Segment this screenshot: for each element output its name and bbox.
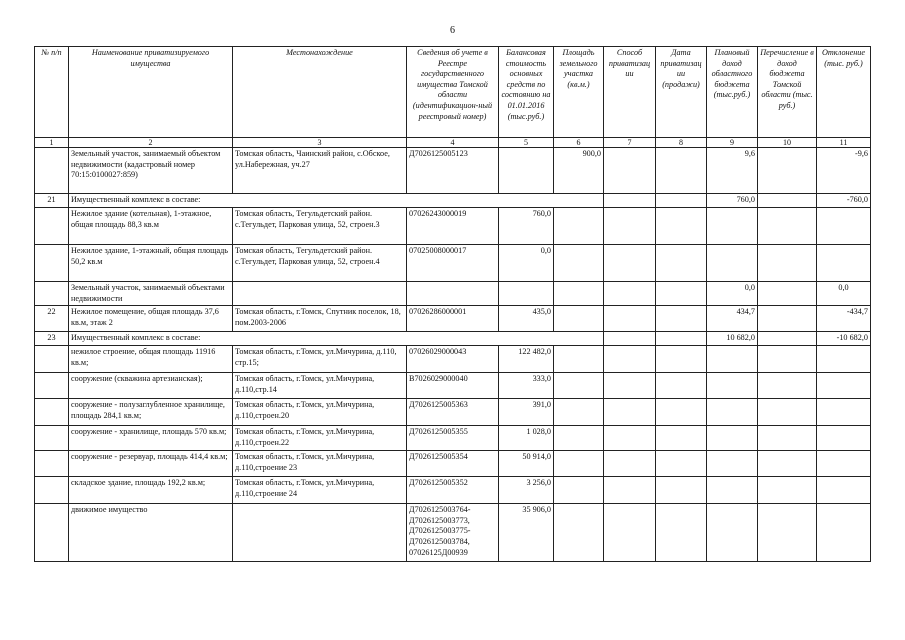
property-location: Томская область, г.Томск, ул.Мичурина, д.110,строен.20 [233,399,407,426]
privatization-date [656,306,707,332]
registry-number: Д7026125005355 [407,426,499,451]
privatization-table [34,46,871,562]
row-number [35,451,69,477]
deviation [817,346,871,373]
privatization-date [656,208,707,245]
property-name: сооружение - хранилище, площадь 570 кв.м; [69,426,233,451]
registry-number: Д7026125003764- Д7026125003773, Д7026125003775- Д7026125003784, 07026125Д00939 [407,504,499,562]
property-location: Томская область, Чаинский район, с.Обское, ул.Набережная, уч.27 [233,148,407,194]
registry-number: Д7026125005123 [407,148,499,194]
property-name: складское здание, площадь 192,2 кв.м; [69,477,233,504]
property-name: Земельный участок, занимаемый объектом недвижимости (кадастровый номер 70:15:0100027:859) [69,148,233,194]
column-number: 6 [554,138,604,148]
privatization-method [604,399,656,426]
row-number [35,346,69,373]
header-cell: Местонахождение [233,47,407,138]
privatization-method [604,194,656,208]
privatization-date [656,282,707,306]
planned-income [707,208,758,245]
land-area [554,426,604,451]
budget-transfer [758,426,817,451]
land-area [554,477,604,504]
row-number: 22 [35,306,69,332]
privatization-date [656,504,707,562]
property-location: Томская область, г.Томск, ул.Мичурина, д.110,стр.14 [233,373,407,399]
land-area [554,346,604,373]
table-row [35,194,871,208]
planned-income: 760,0 [707,194,758,208]
planned-income [707,504,758,562]
deviation [817,399,871,426]
budget-transfer [758,282,817,306]
property-name: нежилое строение, общая площадь 11916 кв.м; [69,346,233,373]
privatization-method [604,208,656,245]
privatization-date [656,346,707,373]
deviation [817,504,871,562]
budget-transfer [758,306,817,332]
table-row [35,373,871,399]
property-name: Земельный участок, занимаемый объектами недвижимости [69,282,233,306]
header-cell: Сведения об учете в Реестре государственного имущества Томской области (идентификацион-ный реестровый номер) [407,47,499,138]
planned-income [707,451,758,477]
budget-transfer [758,148,817,194]
budget-transfer [758,373,817,399]
header-cell: Наименование приватизируемого имущества [69,47,233,138]
column-number: 8 [656,138,707,148]
budget-transfer [758,208,817,245]
table-row [35,282,871,306]
privatization-date [656,194,707,208]
deviation: -760,0 [817,194,871,208]
property-name: Нежилое здание, 1-этажный, общая площадь 50,2 кв.м [69,245,233,282]
table-row [35,504,871,562]
table-row [35,346,871,373]
privatization-date [656,332,707,346]
planned-income [707,346,758,373]
planned-income [707,373,758,399]
header-cell: № п/п [35,47,69,138]
row-number: 21 [35,194,69,208]
privatization-method [604,282,656,306]
registry-number: Д7026125005352 [407,477,499,504]
budget-transfer [758,332,817,346]
planned-income: 434,7 [707,306,758,332]
deviation [817,426,871,451]
budget-transfer [758,194,817,208]
land-area [554,504,604,562]
privatization-date [656,426,707,451]
land-area [554,306,604,332]
column-number: 2 [69,138,233,148]
property-location: Томская область, г.Томск, ул.Мичурина, д.110,строен.22 [233,426,407,451]
privatization-method [604,451,656,477]
column-number: 3 [233,138,407,148]
header-cell: Отклонение (тыс. руб.) [817,47,871,138]
column-number: 1 [35,138,69,148]
deviation [817,451,871,477]
privatization-date [656,148,707,194]
registry-number [407,282,499,306]
planned-income: 9,6 [707,148,758,194]
budget-transfer [758,399,817,426]
budget-transfer [758,346,817,373]
balance-value: 122 482,0 [499,346,554,373]
row-number [35,504,69,562]
privatization-method [604,426,656,451]
property-name: движимое имущество [69,504,233,562]
deviation [817,208,871,245]
balance-value: 435,0 [499,306,554,332]
row-number [35,399,69,426]
privatization-method [604,346,656,373]
balance-value: 35 906,0 [499,504,554,562]
land-area [554,373,604,399]
property-location: Томская область, Тегульдетский район. с.Тегульдет, Парковая улица, 52, строен.3 [233,208,407,245]
property-name: Нежилое помещение, общая площадь 37,6 кв.м, этаж 2 [69,306,233,332]
deviation: -434,7 [817,306,871,332]
privatization-method [604,306,656,332]
budget-transfer [758,451,817,477]
header-cell: Дата приватизац ии (продажи) [656,47,707,138]
column-number: 9 [707,138,758,148]
column-number: 5 [499,138,554,148]
privatization-date [656,373,707,399]
deviation [817,245,871,282]
privatization-date [656,245,707,282]
privatization-method [604,332,656,346]
planned-income [707,399,758,426]
property-location: Томская область, Тегульдетский район. с.Тегульдет, Парковая улица, 52, строен.4 [233,245,407,282]
privatization-method [604,245,656,282]
land-area [554,245,604,282]
table-row [35,477,871,504]
planned-income [707,245,758,282]
table-row [35,451,871,477]
property-location: Томская область, г.Томск, ул.Мичурина, д.110, стр.15; [233,346,407,373]
balance-value: 333,0 [499,373,554,399]
land-area: 900,0 [554,148,604,194]
property-location: Томская область, г.Томск, ул.Мичурина, д.110,строение 24 [233,477,407,504]
privatization-method [604,148,656,194]
header-cell: Площадь земельного участка (кв.м.) [554,47,604,138]
deviation: -9,6 [817,148,871,194]
table-row [35,245,871,282]
property-name: Имущественный комплекс в составе: [69,332,604,346]
deviation: -10 682,0 [817,332,871,346]
row-number [35,148,69,194]
table-row [35,332,871,346]
privatization-method [604,504,656,562]
row-number [35,426,69,451]
deviation [817,373,871,399]
row-number [35,477,69,504]
budget-transfer [758,245,817,282]
table-row [35,208,871,245]
balance-value: 0,0 [499,245,554,282]
budget-transfer [758,477,817,504]
row-number [35,245,69,282]
header-cell: Балансовая стоимость основных средств по состоянию на 01.01.2016 (тыс.руб.) [499,47,554,138]
privatization-date [656,477,707,504]
registry-number: 07026029000043 [407,346,499,373]
property-name: сооружение (скважина артезианская); [69,373,233,399]
registry-number: Д7026125005354 [407,451,499,477]
header-row [35,47,871,138]
registry-number: Д7026125005363 [407,399,499,426]
property-location [233,504,407,562]
planned-income [707,477,758,504]
privatization-date [656,451,707,477]
property-name: Имущественный комплекс в составе: [69,194,604,208]
land-area [554,399,604,426]
planned-income [707,426,758,451]
balance-value [499,148,554,194]
balance-value: 3 256,0 [499,477,554,504]
balance-value [499,282,554,306]
header-cell: Способ приватизац ии [604,47,656,138]
budget-transfer [758,504,817,562]
balance-value: 391,0 [499,399,554,426]
table-row [35,399,871,426]
land-area [554,451,604,477]
property-name: Нежилое здание (котельная), 1-этажное, общая площадь 88,3 кв.м [69,208,233,245]
registry-number: В7026029000040 [407,373,499,399]
row-number [35,373,69,399]
property-location [233,282,407,306]
row-number [35,208,69,245]
registry-number: 07026243000019 [407,208,499,245]
row-number: 23 [35,332,69,346]
registry-number: 07026286000001 [407,306,499,332]
table-row [35,426,871,451]
registry-number: 07025008000017 [407,245,499,282]
row-number [35,282,69,306]
land-area [554,282,604,306]
balance-value: 760,0 [499,208,554,245]
column-number: 7 [604,138,656,148]
column-number: 10 [758,138,817,148]
property-location: Томская область, г.Томск, ул.Мичурина, д.110,строение 23 [233,451,407,477]
balance-value: 50 914,0 [499,451,554,477]
column-number: 11 [817,138,871,148]
page-number: 6 [450,25,455,36]
property-location: Томская область, г.Томск, Спутник поселок, 18, пом.2003-2006 [233,306,407,332]
table-row [35,306,871,332]
header-cell: Перечисление в доход бюджета Томской области (тыс. руб.) [758,47,817,138]
column-number: 4 [407,138,499,148]
property-name: сооружение - полузаглубленное хранилище, площадь 284,1 кв.м; [69,399,233,426]
planned-income: 10 682,0 [707,332,758,346]
land-area [554,208,604,245]
privatization-date [656,399,707,426]
deviation [817,477,871,504]
property-name: сооружение - резервуар, площадь 414,4 кв.м; [69,451,233,477]
column-number-row [35,138,871,148]
header-cell: Плановый доход областного бюджета (тыс.руб.) [707,47,758,138]
deviation: 0,0 [817,282,871,306]
privatization-method [604,373,656,399]
table-row [35,148,871,194]
privatization-method [604,477,656,504]
planned-income: 0,0 [707,282,758,306]
balance-value: 1 028,0 [499,426,554,451]
